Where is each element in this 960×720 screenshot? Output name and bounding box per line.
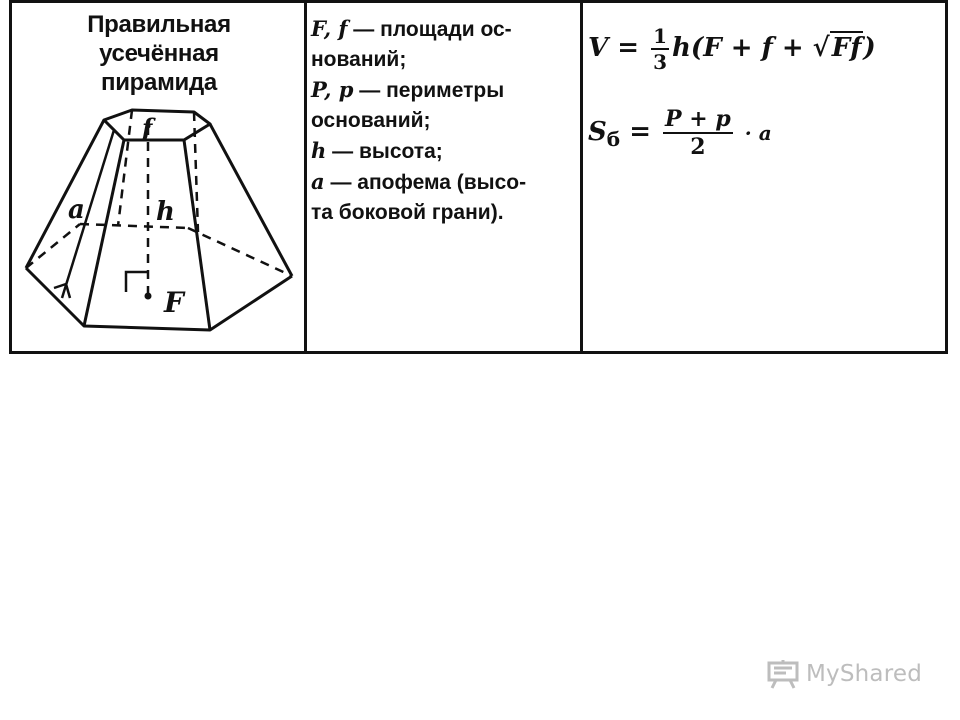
bottom-base-front <box>26 268 292 330</box>
column-divider-2 <box>580 0 583 354</box>
column-divider-1 <box>304 0 307 354</box>
lateral-lhs: S <box>588 117 607 147</box>
volume-formula <box>588 24 876 74</box>
lateral-subscript: б <box>606 127 621 152</box>
description-text: высота; <box>358 140 443 163</box>
frustum-figure <box>14 102 302 350</box>
presentation-board-icon <box>766 659 800 689</box>
lateral-edge <box>210 124 292 276</box>
label-apothem: a <box>68 195 85 225</box>
description-dash: — <box>330 171 352 194</box>
volume-body: h(F + f + <box>672 33 813 63</box>
label-top-base: f <box>142 113 153 142</box>
lateral-area-formula <box>588 106 772 160</box>
volume-eq: = <box>617 33 640 63</box>
volume-denominator: 3 <box>653 50 668 74</box>
lateral-denominator: 2 <box>690 134 706 160</box>
description-row <box>311 14 577 75</box>
shape-title <box>16 10 302 97</box>
base-center-point <box>145 293 152 300</box>
lateral-edge <box>26 120 104 268</box>
description-text: оснований; <box>311 109 431 132</box>
description-symbols: F, f <box>311 16 348 41</box>
description-symbols: P, p <box>311 77 354 102</box>
description-dash: — <box>353 18 375 41</box>
height-right-angle <box>126 272 148 292</box>
description-text: та боковой грани). <box>311 201 504 224</box>
sqrt-sign: √ <box>812 33 830 63</box>
hidden-edge <box>26 224 80 268</box>
description-text: периметры <box>386 79 505 102</box>
lateral-edge <box>84 140 124 326</box>
shape-title-line: усечённая <box>99 40 219 67</box>
volume-fraction <box>651 24 669 74</box>
shape-title-line: Правильная <box>87 11 231 38</box>
hidden-edge <box>188 228 292 276</box>
description-row <box>311 136 577 167</box>
description-column <box>311 14 577 228</box>
lateral-numerator: P + p <box>665 106 731 132</box>
description-text: нований; <box>311 48 407 71</box>
shape-title-line: пирамида <box>101 69 217 96</box>
volume-numerator: 1 <box>653 24 668 48</box>
description-dash: — <box>359 79 381 102</box>
lateral-tail: · a <box>744 121 772 145</box>
description-dash: — <box>332 140 354 163</box>
lateral-fraction <box>663 106 733 160</box>
hidden-edge <box>118 110 132 226</box>
description-text: апофема (высо- <box>357 171 527 194</box>
description-symbols: h <box>311 138 327 163</box>
volume-radicand: Ff <box>831 33 862 63</box>
watermark-text: MyShared <box>806 661 923 687</box>
label-bottom-base: F <box>164 286 184 319</box>
label-height: h <box>156 197 175 227</box>
lateral-eq: = <box>629 117 651 147</box>
description-row <box>311 167 577 228</box>
description-row <box>311 75 577 136</box>
description-text: площади ос- <box>380 18 512 41</box>
watermark <box>766 656 922 692</box>
description-symbols: a <box>311 169 325 194</box>
volume-close: ) <box>863 33 876 63</box>
volume-lhs: V <box>588 33 609 63</box>
